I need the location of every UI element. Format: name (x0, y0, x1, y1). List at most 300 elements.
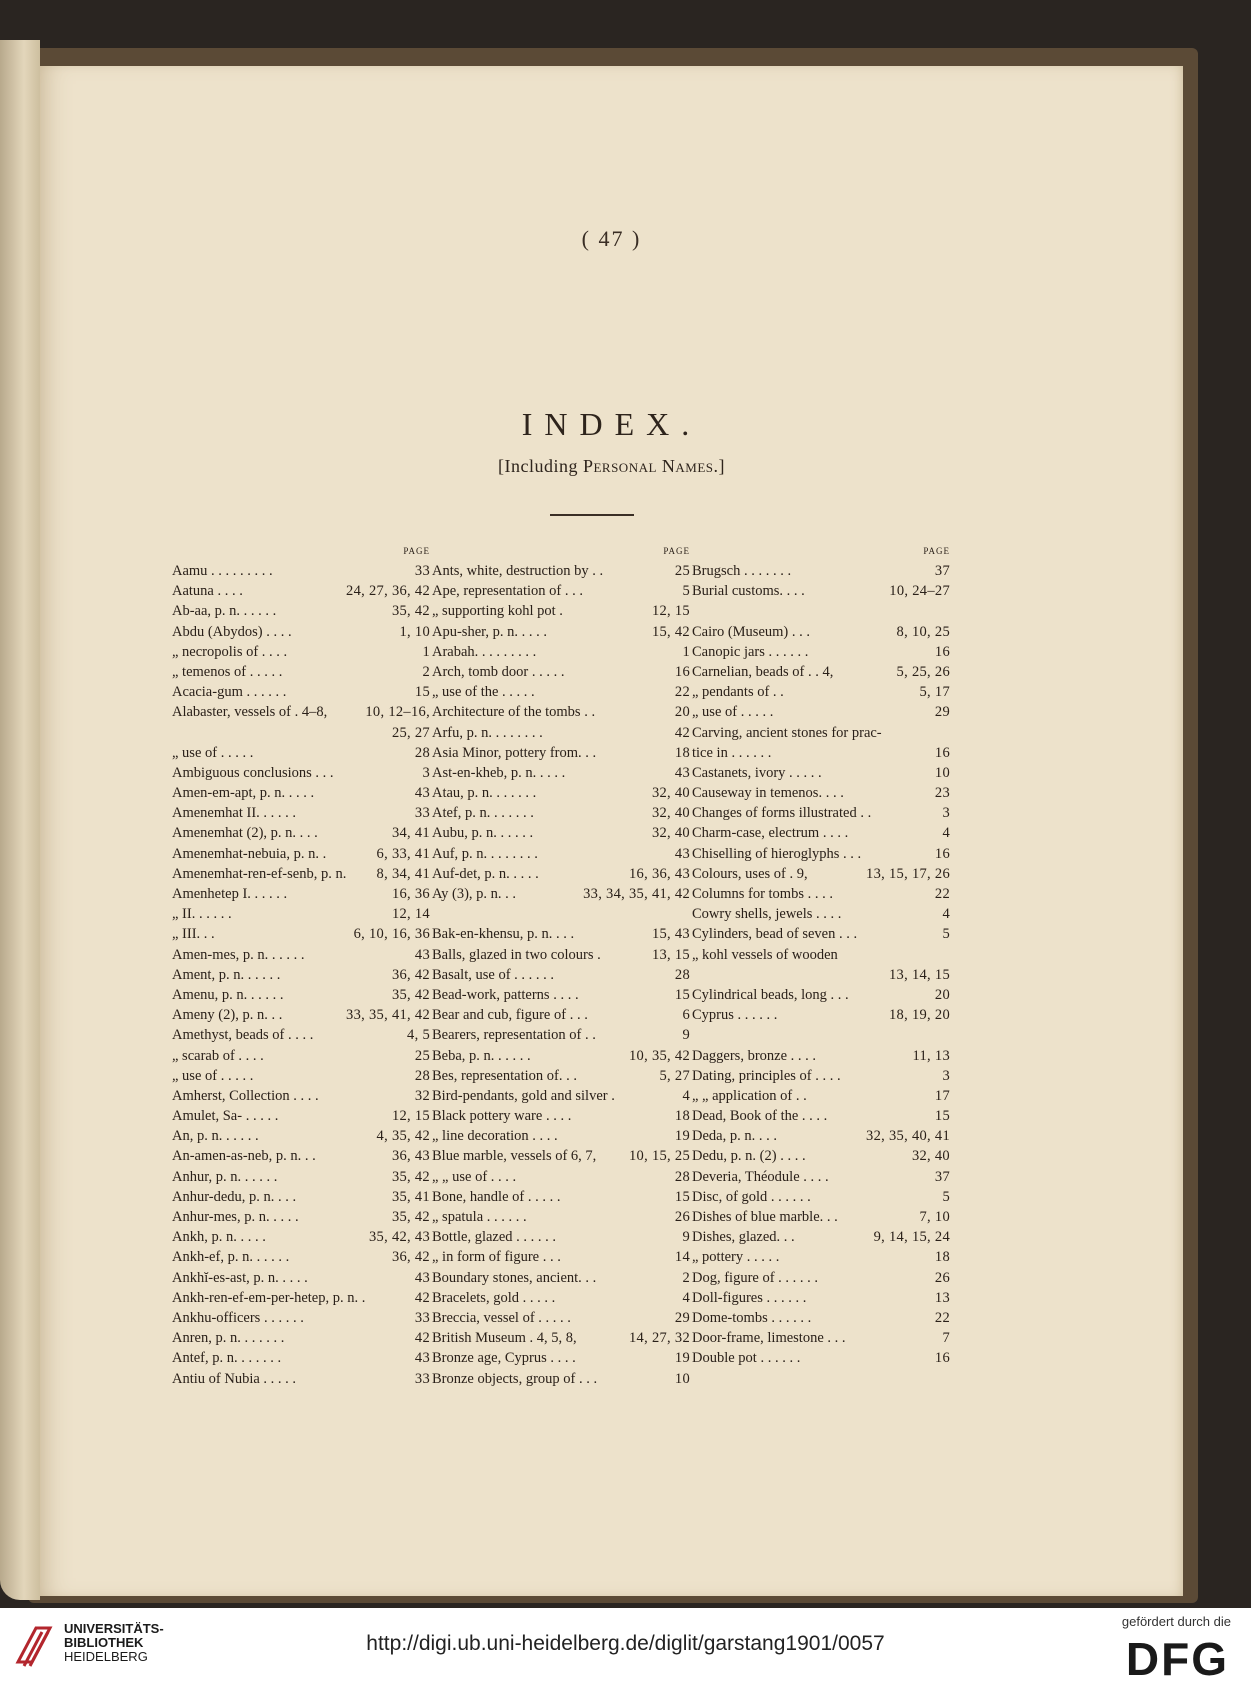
index-entry (172, 581, 430, 601)
index-entry-pages: 9 (682, 1229, 690, 1246)
index-entry-term: Cylindrical beads, long . . . (692, 986, 849, 1003)
index-entry-term: Dog, figure of . . . . . . (692, 1269, 819, 1286)
index-entry-term: Ants, white, destruction by . . (432, 563, 604, 579)
index-entry (432, 1005, 690, 1025)
index-entry-term: Acacia-gum . . . . . . (172, 684, 287, 701)
index-entry (172, 1288, 430, 1308)
index-column-3 (692, 541, 950, 1369)
index-entry-pages: 1, 10 (399, 623, 430, 640)
index-entry (692, 743, 950, 763)
index-entry-pages: 6, 33, 41 (376, 845, 430, 862)
index-entry (172, 965, 430, 985)
index-entry-pages: 15, 43 (651, 926, 690, 943)
index-entry-term: Bottle, glazed . . . . . . (432, 1229, 557, 1246)
index-entry-term: Ab-aa, p. n. . . . . . (172, 603, 277, 620)
index-entry-term: Changes of forms illustrated . . (692, 805, 872, 822)
index-entry (692, 965, 950, 985)
index-entry-term: Abdu (Abydos) . . . . (172, 623, 292, 640)
index-entry-pages: 20 (934, 986, 950, 1003)
index-entry (692, 1348, 950, 1368)
index-entry-term: tice in . . . . . . (692, 744, 772, 761)
index-entry-term: Bracelets, gold . . . . . (432, 1289, 556, 1306)
index-entry-pages: 33 (414, 1309, 430, 1326)
index-entry (432, 1106, 690, 1126)
index-entry (432, 622, 690, 642)
index-entry-term: Alabaster, vessels of . 4–8, (172, 704, 328, 721)
index-entry-pages: 11, 13 (912, 1047, 950, 1064)
index-entry-pages: 10, 24–27 (889, 583, 950, 600)
index-entry (692, 1066, 950, 1086)
index-entry (692, 1046, 950, 1066)
index-subtitle (40, 456, 1183, 477)
index-entry-pages: 24, 27, 36, 42 (346, 583, 430, 600)
index-entry (692, 662, 950, 682)
index-entry-term: Arfu, p. n. . . . . . . . (432, 724, 543, 741)
index-entry-pages: 6 (682, 1007, 690, 1024)
index-entry (172, 1348, 430, 1368)
index-entry-pages: 42 (674, 724, 690, 741)
index-entry (432, 823, 690, 843)
index-entry (172, 743, 430, 763)
index-entry-term: „ II. . . . . . (172, 906, 232, 923)
index-entry (432, 601, 690, 621)
index-entry (432, 985, 690, 1005)
index-entry (172, 945, 430, 965)
index-entry-term: Ament, p. n. . . . . . (172, 966, 281, 983)
index-entry-pages: 7 (942, 1330, 950, 1347)
permalink-url[interactable]: http://digi.ub.uni-heidelberg.de/diglit/garstang1901/0057 (366, 1632, 885, 1655)
index-entry (432, 1348, 690, 1368)
index-entry-pages: 13 (934, 1289, 950, 1306)
index-entry-term: Ameny (2), p. n. . . (172, 1007, 283, 1024)
page-column-header: PAGE (403, 546, 430, 556)
index-entry (692, 1328, 950, 1348)
index-entry (172, 1227, 430, 1247)
index-entry-pages: 22 (674, 684, 690, 701)
index-entry (692, 1146, 950, 1166)
index-entry-pages: 4 (682, 1289, 690, 1306)
index-entry-term: „ kohl vessels of wooden (692, 946, 838, 963)
index-entry-term: Charm-case, electrum . . . . (692, 825, 849, 842)
index-entry (172, 1126, 430, 1146)
index-entry (692, 844, 950, 864)
index-entry (432, 1328, 690, 1348)
index-entry-term: Aubu, p. n. . . . . . (432, 825, 534, 842)
index-entry-term: Architecture of the tombs . . (432, 704, 596, 721)
index-entry-pages: 26 (674, 1209, 690, 1225)
page-column-header: PAGE (663, 546, 690, 556)
index-entry (692, 945, 950, 965)
index-entry (172, 601, 430, 621)
index-entry-pages: 9, 14, 15, 24 (873, 1229, 950, 1246)
index-entry-term: Atau, p. n. . . . . . . (432, 785, 537, 802)
index-entry-term: Cylinders, bead of seven . . . (692, 926, 858, 943)
index-entry (432, 1369, 690, 1389)
index-entry-pages: 37 (934, 563, 950, 579)
index-entry-pages: 42 (414, 1289, 430, 1306)
index-entry-pages: 43 (414, 1269, 430, 1286)
index-entry-pages: 28 (674, 966, 690, 983)
index-entry-term: An-amen-as-neb, p. n. . . (172, 1148, 316, 1165)
index-entry (432, 763, 690, 783)
index-entry-term: Balls, glazed in two colours . (432, 946, 601, 963)
index-entry-pages: 42 (414, 1330, 430, 1347)
index-entry-pages: 2 (422, 663, 430, 680)
index-column-2 (432, 541, 690, 1389)
index-entry-term: Chiselling of hieroglyphs . . . (692, 845, 862, 862)
index-entry-term: „ pottery . . . . . (692, 1249, 780, 1266)
dfg-logo: DFG (1125, 1633, 1229, 1685)
title-rule (550, 514, 634, 516)
index-entry (692, 763, 950, 783)
index-entry-term: Cairo (Museum) . . . (692, 623, 810, 640)
index-entry-term: „ „ application of . . (692, 1087, 807, 1104)
index-entry-pages: 43 (414, 946, 430, 963)
index-entry (172, 985, 430, 1005)
index-entry (172, 1187, 430, 1207)
index-entry (432, 682, 690, 702)
index-entry (692, 1025, 950, 1045)
index-entry-term: Cowry shells, jewels . . . . (692, 906, 842, 923)
index-title: INDEX. (521, 406, 702, 442)
index-entry-term: Bronze objects, group of . . . (432, 1370, 598, 1387)
index-entry-pages: 36, 42 (391, 966, 430, 983)
index-entry-pages: 5, 25, 26 (896, 663, 950, 680)
index-entry-term: Blue marble, vessels of 6, 7, (432, 1148, 597, 1165)
index-entry-term: Ape, representation of . . . (432, 583, 583, 600)
index-entry (692, 904, 950, 924)
index-entry-pages: 18 (934, 1249, 950, 1266)
index-entry-term: Arch, tomb door . . . . . (432, 663, 565, 680)
index-entry-term: Double pot . . . . . . (692, 1350, 801, 1367)
index-entry-term: Dedu, p. n. (2) . . . . (692, 1148, 806, 1165)
index-entry-pages: 35, 42 (391, 986, 430, 1003)
index-entry-term: Bead-work, patterns . . . . (432, 986, 579, 1003)
index-entry (172, 1046, 430, 1066)
index-entry-term: „ use of the . . . . . (432, 684, 535, 701)
index-entry-term: Castanets, ivory . . . . . (692, 764, 822, 781)
index-entry-pages: 7, 10 (919, 1209, 950, 1225)
index-entry-pages: 6, 10, 16, 36 (353, 926, 430, 943)
index-entry-pages: 3 (942, 1067, 950, 1084)
index-entry (432, 702, 690, 722)
index-entry-term: Amenemhat-ren-ef-senb, p. n. (172, 865, 347, 882)
index-entry (172, 1328, 430, 1348)
index-entry-term: An, p. n. . . . . . (172, 1128, 259, 1145)
library-name-line-2: BIBLIOTHEK (64, 1635, 144, 1650)
index-entry-pages: 19 (674, 1128, 690, 1145)
index-entry (692, 622, 950, 642)
index-entry-term: Anhur, p. n. . . . . . (172, 1168, 278, 1185)
index-entry-term: Ast-en-kheb, p. n. . . . . (432, 764, 566, 781)
index-entry-term: Bird-pendants, gold and silver . (432, 1087, 615, 1104)
index-entry-term: Black pottery ware . . . . (432, 1108, 572, 1125)
index-entry-term: Amen-em-apt, p. n. . . . . (172, 785, 315, 802)
index-entry-term: Boundary stones, ancient. . . (432, 1269, 597, 1286)
index-entry (172, 723, 430, 743)
index-entry (172, 884, 430, 904)
index-entry-term: Aatuna . . . . (172, 583, 243, 600)
index-entry-pages: 14 (674, 1249, 690, 1266)
index-entry (692, 702, 950, 722)
index-entry (432, 803, 690, 823)
index-entry (172, 1247, 430, 1267)
index-entry-term: Amenhetep I. . . . . . (172, 886, 288, 902)
index-entry (172, 682, 430, 702)
index-entry-pages: 1 (682, 643, 690, 660)
index-entry (432, 884, 690, 904)
index-entry (432, 1308, 690, 1328)
index-entry-term: Bak-en-khensu, p. n. . . . (432, 926, 575, 943)
previous-page-edge (0, 40, 40, 1600)
index-entry-pages: 5, 17 (919, 684, 950, 701)
index-entry-pages: 15 (674, 986, 690, 1003)
index-entry (432, 743, 690, 763)
index-entry (692, 823, 950, 843)
index-entry (172, 622, 430, 642)
index-entry (172, 702, 430, 722)
index-entry-pages: 35, 42, 43 (369, 1229, 430, 1246)
index-entry-pages: 33 (414, 805, 430, 822)
index-entry (692, 864, 950, 884)
index-entry-pages: 32, 40 (651, 825, 690, 842)
index-entry-term: Breccia, vessel of . . . . . (432, 1309, 571, 1326)
index-entry (692, 1247, 950, 1267)
index-entry-term: Anhur-mes, p. n. . . . . (172, 1209, 299, 1225)
index-entry-term: Aamu . . . . . . . . . (172, 563, 273, 579)
library-name-line-1: UNIVERSITÄTS- (64, 1621, 164, 1636)
index-entry (432, 945, 690, 965)
index-entry-term: „ III. . . (172, 926, 215, 943)
index-entry (432, 924, 690, 944)
index-entry-term: Beba, p. n. . . . . . (432, 1047, 531, 1064)
index-entry-term: „ line decoration . . . . (432, 1128, 558, 1145)
index-entry-pages: 16 (934, 643, 950, 660)
index-entry-pages: 17 (934, 1087, 950, 1104)
index-entry-pages: 32 (414, 1087, 430, 1104)
index-entry-term: Cyprus . . . . . . (692, 1007, 778, 1024)
book-page (40, 66, 1183, 1596)
index-entry-pages: 35, 41 (391, 1188, 430, 1205)
index-entry-term: Anren, p. n. . . . . . . (172, 1330, 285, 1347)
index-entry-pages: 15, 42 (651, 623, 690, 640)
index-entry (172, 823, 430, 843)
index-entry (692, 1106, 950, 1126)
index-entry-pages: 5, 27 (659, 1067, 690, 1084)
index-entry-term: „ pendants of . . (692, 684, 784, 701)
index-entry-pages: 8, 10, 25 (896, 623, 950, 640)
index-entry-term: Amethyst, beads of . . . . (172, 1027, 314, 1044)
index-entry-pages: 18, 19, 20 (889, 1007, 950, 1024)
index-entry (432, 561, 690, 581)
index-entry (172, 1146, 430, 1166)
index-entry-pages: 18 (674, 1108, 690, 1125)
index-entry-term: Basalt, use of . . . . . . (432, 966, 555, 983)
index-entry-term: Door-frame, limestone . . . (692, 1330, 846, 1347)
index-entry (432, 662, 690, 682)
index-entry-pages: 3 (942, 805, 950, 822)
index-entry-term: Antef, p. n. . . . . . . (172, 1350, 282, 1367)
index-entry-term: Amenu, p. n. . . . . . (172, 986, 284, 1003)
index-entry-pages: 10, 12–16, (365, 704, 430, 721)
index-entry-pages: 28 (414, 744, 430, 761)
index-entry-pages: 16, 36, 43 (629, 865, 690, 882)
index-entry-term: Columns for tombs . . . . (692, 886, 833, 902)
index-entry-term: „ temenos of . . . . . (172, 663, 283, 680)
index-entry (432, 1288, 690, 1308)
index-entry-pages: 37 (934, 1168, 950, 1185)
index-entry (172, 1066, 430, 1086)
index-entry (172, 1268, 430, 1288)
index-entry-pages: 33 (414, 1370, 430, 1387)
index-entry-pages: 28 (414, 1067, 430, 1084)
index-entry-pages: 20 (674, 704, 690, 721)
index-entry-pages: 10, 35, 42 (629, 1047, 690, 1064)
index-entry-pages: 4, 35, 42 (376, 1128, 430, 1145)
index-entry-term: Amenemhat-nebuia, p. n. . (172, 845, 327, 862)
index-entry-pages: 5 (942, 1188, 950, 1205)
index-entry-term: Ay (3), p. n. . . (432, 886, 517, 902)
index-entry-pages: 4, 5 (407, 1027, 430, 1044)
index-entry (432, 1046, 690, 1066)
index-entry (172, 1167, 430, 1187)
index-entry (172, 1005, 430, 1025)
index-entry-term: Daggers, bronze . . . . (692, 1047, 817, 1064)
index-entry-pages: 5 (942, 926, 950, 943)
index-entry-pages: 12, 15 (391, 1108, 430, 1125)
index-entry (432, 1187, 690, 1207)
index-entry-term: Bronze age, Cyprus . . . . (432, 1350, 576, 1367)
index-entry-term: Auf, p. n. . . . . . . . (432, 845, 538, 862)
index-entry-term: Bear and cub, figure of . . . (432, 1007, 588, 1024)
index-entry (692, 642, 950, 662)
index-entry (692, 1288, 950, 1308)
index-entry (432, 723, 690, 743)
index-entry (432, 965, 690, 985)
index-entry-pages: 2 (682, 1269, 690, 1286)
index-entry (692, 682, 950, 702)
index-entry-term: Causeway in temenos. . . . (692, 785, 844, 802)
index-entry-term: „ scarab of . . . . (172, 1047, 264, 1064)
index-entry (692, 1005, 950, 1025)
index-entry-term: Ankhĭ-es-ast, p. n. . . . . (172, 1269, 308, 1286)
page-column-header: PAGE (923, 546, 950, 556)
index-entry (172, 864, 430, 884)
index-entry-term: Amen-mes, p. n. . . . . . (172, 946, 305, 963)
index-entry (692, 581, 950, 601)
index-entry-term: Ankhu-officers . . . . . . (172, 1309, 304, 1326)
subtitle-close: .] (713, 456, 726, 476)
index-entry-term: Deveria, Théodule . . . . (692, 1168, 829, 1185)
index-entry-term: Atef, p. n. . . . . . . (432, 805, 534, 822)
index-entry-pages: 1 (422, 643, 430, 660)
index-entry (172, 642, 430, 662)
index-entry-pages: 32, 40 (651, 805, 690, 822)
index-entry-pages: 35, 42 (391, 1168, 430, 1185)
index-entry (432, 1207, 690, 1227)
index-entry-term: Burial customs. . . . (692, 583, 805, 600)
index-entry-term: „ in form of figure . . . (432, 1249, 561, 1266)
index-entry-term: „ „ use of . . . . (432, 1168, 517, 1185)
index-entry-pages: 10 (674, 1370, 690, 1387)
index-entry-pages: 43 (414, 785, 430, 802)
index-entry-pages: 19 (674, 1350, 690, 1367)
index-entry-pages: 10, 15, 25 (629, 1148, 690, 1165)
index-entry (692, 1086, 950, 1106)
index-entry-term: Dome-tombs . . . . . . (692, 1309, 812, 1326)
index-entry-term: „ necropolis of . . . . (172, 643, 288, 660)
index-entry (692, 884, 950, 904)
index-entry (172, 844, 430, 864)
index-entry-pages: 16 (934, 744, 950, 761)
index-entry-pages: 29 (674, 1309, 690, 1326)
subtitle-small-caps: Personal Names (582, 456, 714, 476)
index-entry (692, 1187, 950, 1207)
index-entry (692, 723, 950, 743)
index-entry-pages: 14, 27, 32 (629, 1330, 690, 1347)
index-entry-pages: 4 (682, 1087, 690, 1104)
index-entry-term: Doll-figures . . . . . . (692, 1289, 807, 1306)
subtitle-open: [Including (497, 456, 583, 476)
index-entry-term: Ambiguous conclusions . . . (172, 764, 334, 781)
index-entry (432, 1268, 690, 1288)
index-entry (172, 763, 430, 783)
index-entry-term: Deda, p. n. . . . (692, 1128, 777, 1145)
index-entry (692, 601, 950, 621)
index-entry (432, 1227, 690, 1247)
index-entry (172, 1086, 430, 1106)
index-entry-pages: 16, 36 (391, 886, 430, 902)
index-entry (692, 924, 950, 944)
index-entry-pages: 25 (414, 1047, 430, 1064)
index-entry-term: Antiu of Nubia . . . . . (172, 1370, 297, 1387)
index-entry (432, 1247, 690, 1267)
index-entry-pages: 12, 14 (391, 906, 430, 923)
index-entry (692, 1268, 950, 1288)
index-entry-pages: 33, 34, 35, 41, 42 (583, 886, 690, 902)
page-number: ( 47 ) (581, 226, 642, 251)
index-entry-term: Carving, ancient stones for prac- (692, 724, 882, 741)
index-entry (432, 783, 690, 803)
index-entry-term: Amulet, Sa- . . . . . (172, 1108, 279, 1125)
index-entry-pages: 25 (674, 563, 690, 579)
index-entry-pages: 34, 41 (391, 825, 430, 842)
index-entry (172, 561, 430, 581)
index-entry-term: Asia Minor, pottery from. . . (432, 744, 597, 761)
index-entry (692, 1126, 950, 1146)
index-entry-term: Arabah. . . . . . . . . (432, 643, 537, 660)
index-entry (432, 1025, 690, 1045)
index-entry (692, 561, 950, 581)
index-entry (432, 844, 690, 864)
index-entry-term: Dating, principles of . . . . (692, 1067, 841, 1084)
index-entry-pages: 13, 15, 17, 26 (866, 865, 950, 882)
index-entry (432, 1146, 690, 1166)
index-entry (172, 1308, 430, 1328)
index-entry (172, 783, 430, 803)
index-entry-pages: 29 (934, 704, 950, 721)
index-entry-term: „ use of . . . . . (172, 1067, 254, 1084)
index-entry-pages: 13, 14, 15 (889, 966, 950, 983)
index-entry (432, 1167, 690, 1187)
index-entry-term: Dishes, glazed. . . (692, 1229, 795, 1246)
index-entry-pages: 43 (414, 1350, 430, 1367)
index-entry-term: Amenemhat (2), p. n. . . . (172, 825, 318, 842)
index-entry-pages: 28 (674, 1168, 690, 1185)
index-entry-pages: 15 (934, 1108, 950, 1125)
index-entry-pages: 16 (934, 1350, 950, 1367)
index-entry-pages: 22 (934, 1309, 950, 1326)
